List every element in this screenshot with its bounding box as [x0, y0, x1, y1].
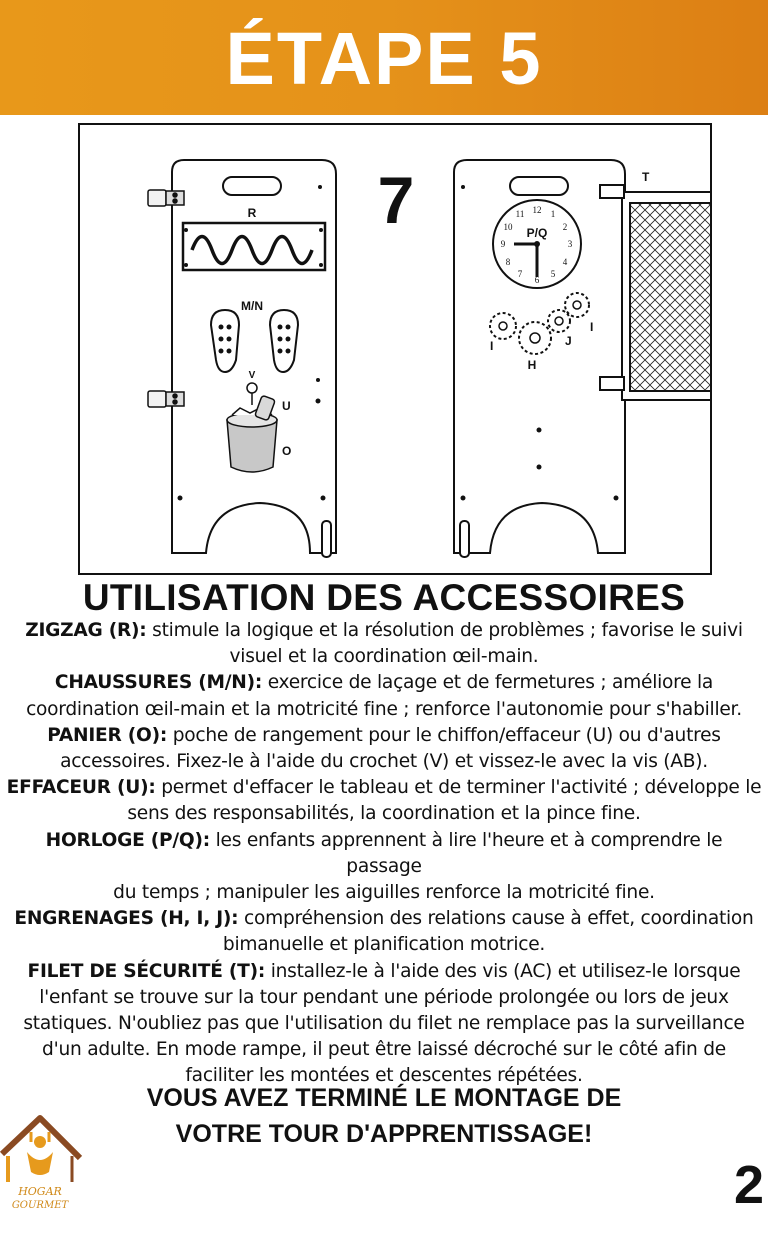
- label-u: U: [282, 399, 291, 413]
- label-mn: M/N: [241, 299, 263, 313]
- step-number: 7: [377, 163, 415, 237]
- paragraph-eraser: EFFACEUR (U): permet d'effacer le tableau et de terminer l'activité ; développe le sens des responsabilités, la coordination et la pince fine.: [6, 777, 762, 825]
- paragraph-shoes: CHAUSSURES (M/N): exercice de laçage et de fermetures ; améliore la coordination œil-main et la motricité fine ; renforce l'autonomie pour s'habiller.: [26, 672, 742, 720]
- page-title: ÉTAPE 5: [225, 17, 543, 100]
- label-j: J: [565, 334, 572, 348]
- label-pq: P/Q: [526, 226, 548, 240]
- term-basket: PANIER (O):: [47, 724, 168, 746]
- accessory-descriptions: [0, 618, 768, 1090]
- header-banner: [0, 0, 768, 115]
- label-h: H: [527, 358, 537, 372]
- svg-text:10: 10: [503, 222, 513, 232]
- svg-text:12: 12: [532, 205, 542, 215]
- paragraph-net: FILET DE SÉCURITÉ (T): installez-le à l'aide des vis (AC) et utilisez-le lorsque l'enfant se trouve sur la tour pendant une période prolongée ou lors de jeux statiques. N'oubliez pas que l'utilisation du filet ne remplace pas la surveillance d'un adulte. En mode rampe, il peut être laissé décroché sur le côté afin de faciliter les montées et descentes répétées.: [23, 960, 745, 1087]
- paragraph-gears: ENGRENAGES (H, I, J): compréhension des relations cause à effet, coordination bimanuelle et planification motrice.: [14, 908, 754, 956]
- term-net: FILET DE SÉCURITÉ (T):: [27, 960, 266, 982]
- paragraph-clock: HORLOGE (P/Q): les enfants apprennent à lire l'heure et à comprendre le passage du temps ; manipuler les aiguilles renforce la motricité fine.: [45, 829, 723, 904]
- svg-text:HOGAR: HOGAR: [18, 1185, 62, 1198]
- svg-text:11: 11: [515, 209, 525, 219]
- svg-text:7: 7: [517, 269, 523, 279]
- svg-text:4: 4: [562, 257, 568, 267]
- svg-text:6: 6: [534, 275, 540, 285]
- svg-text:GOURMET: GOURMET: [11, 1200, 69, 1211]
- svg-text:1: 1: [550, 209, 556, 219]
- svg-text:5: 5: [550, 269, 556, 279]
- term-zigzag: ZIGZAG (R):: [25, 620, 147, 641]
- closing-message: VOUS AVEZ TERMINÉ LE MONTAGE DE VOTRE TOUR D'APPRENTISSAGE!: [146, 1084, 622, 1148]
- term-gears: ENGRENAGES (H, I, J):: [14, 908, 239, 930]
- diagram-svg: [80, 125, 712, 575]
- term-clock: HORLOGE (P/Q):: [45, 829, 210, 851]
- label-r: R: [247, 206, 257, 220]
- brand-logo: [0, 1112, 92, 1212]
- hinge-top: [148, 190, 184, 206]
- hinge-bottom: [148, 391, 184, 407]
- page-number: 2: [733, 1155, 764, 1215]
- right-peg: [460, 521, 469, 557]
- label-v: V: [248, 370, 256, 381]
- svg-text:2: 2: [562, 222, 568, 232]
- label-i-left: I: [490, 339, 494, 353]
- label-i-right: I: [590, 320, 594, 334]
- term-eraser: EFFACEUR (U):: [6, 777, 156, 799]
- left-peg: [322, 521, 331, 557]
- label-t: T: [642, 170, 650, 184]
- svg-text:9: 9: [500, 239, 506, 249]
- term-shoes: CHAUSSURES (M/N):: [54, 672, 263, 694]
- logo-icon: [0, 1112, 92, 1212]
- right-panel: [454, 160, 625, 553]
- svg-text:8: 8: [505, 257, 511, 267]
- svg-text:3: 3: [567, 239, 573, 249]
- assembly-diagram: [78, 123, 712, 575]
- paragraph-basket: PANIER (O): poche de rangement pour le chiffon/effaceur (U) ou d'autres accessoires. Fixez-le à l'aide du crochet (V) et vissez-le avec la vis (AB).: [47, 724, 721, 773]
- label-o: O: [282, 444, 292, 458]
- section-title: UTILISATION DES ACCESSOIRES: [82, 577, 686, 618]
- paragraph-zigzag: ZIGZAG (R): stimule la logique et la résolution de problèmes ; favorise le suivi visuel et la coordination œil-main.: [25, 620, 743, 668]
